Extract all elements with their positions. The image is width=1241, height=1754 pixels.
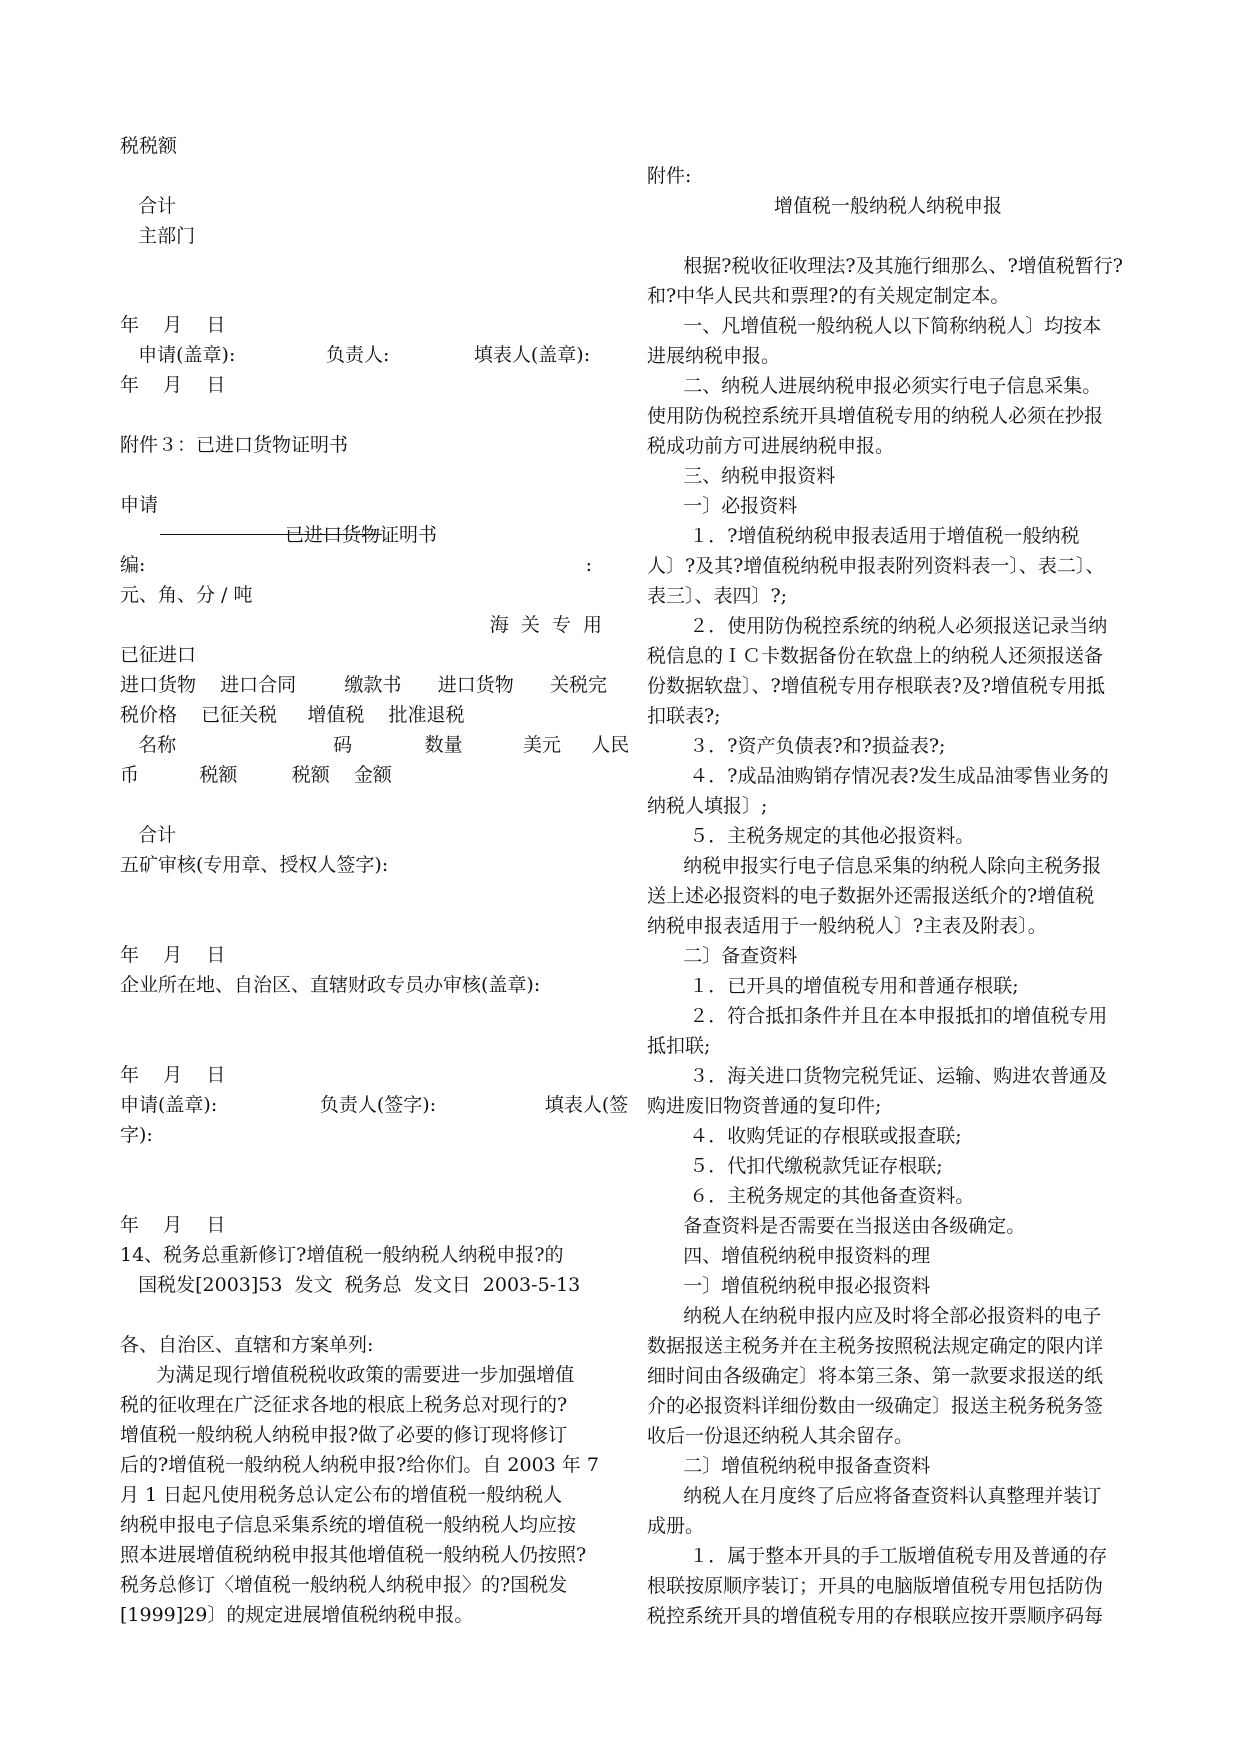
text-line: 编: [120, 554, 146, 576]
text-line: 二、纳税人进展纳税申报必须实行电子信息采集。 [647, 375, 1102, 397]
text-line: 税控系统开具的增值税专用的存根联应按开票顺序码每 [647, 1605, 1104, 1627]
text-line: 表三〕、表四〕?; [647, 585, 788, 607]
text-line: 14、税务总重新修订?增值税一般纳税人纳税申报?的 [120, 1244, 564, 1266]
text-line: 照本进展增值税纳税申报其他增值税一般纳税人仍按照? [120, 1544, 587, 1566]
text-line: 纳税申报电子信息采集系统的增值税一般纳税人均应按 [120, 1514, 577, 1536]
text-line: 介的必报资料详细份数由一级确定〕报送主税务税务签 [647, 1395, 1104, 1417]
text-line: 申请(盖章): 负责人(签字): 填表人(签 [120, 1094, 629, 1116]
text-line: 进展纳税申报。 [647, 345, 781, 367]
text-line: ３．?资产负债表?和?损益表?; [647, 735, 946, 757]
text-line: 份数据软盘〕、?增值税专用存根联表?及?增值税专用抵 [647, 675, 1106, 697]
text-line: 根据?税收征收理法?及其施行细那么、?增值税暂行? [647, 255, 1123, 277]
text-line: 海 关 专 用 [489, 614, 602, 636]
text-line: [1999]29〕的规定进展增值税纳税申报。 [120, 1604, 474, 1626]
text-line: 附件: [647, 165, 692, 187]
text-line: 纳税人在纳税申报内应及时将全部必报资料的电子 [647, 1305, 1102, 1327]
text-line: 税成功前方可进展纳税申报。 [647, 435, 895, 457]
text-line: 一〕增值税纳税申报必报资料 [647, 1275, 931, 1297]
text-line: 税价格 已征关税 增值税 批准退税 [120, 704, 465, 726]
text-line: 扣联表?; [647, 705, 721, 727]
text-line: 纳税人填报〕; [647, 795, 768, 817]
text-line: 已征进口 [120, 644, 197, 666]
text-line: 纳税申报实行电子信息采集的纳税人除向主税务报 [647, 855, 1102, 877]
section-title: 增值税一般纳税人纳税申报 [773, 195, 1002, 217]
text-line: 送上述必报资料的电子数据外还需报送纸介的?增值税 [647, 885, 1095, 907]
text-line: 企业所在地、自治区、直辖财政专员办审核(盖章): [120, 974, 541, 996]
text-line: 后的?增值税一般纳税人纳税申报?给你们。自 2003 年 7 [120, 1454, 599, 1476]
text-line: １．属于整本开具的手工版增值税专用及普通的存 [647, 1545, 1108, 1567]
text-line: ４．收购凭证的存根联或报查联; [647, 1125, 962, 1147]
text-line: 申请 [120, 494, 159, 516]
text-line: 税税额 [120, 135, 178, 157]
text-line: 一、凡增值税一般纳税人以下简称纳税人〕均按本 [647, 315, 1102, 337]
text-line: ３．海关进口货物完税凭证、运输、购进农普通及 [647, 1065, 1108, 1087]
text-line: 进口货物 进口合同 缴款书 进口货物 关税完 [120, 674, 607, 696]
text-line: 申请(盖章): 负责人: 填表人(盖章): [120, 344, 591, 366]
text-line: ６．主税务规定的其他备查资料。 [647, 1185, 975, 1207]
text-line: ５．主税务规定的其他必报资料。 [647, 825, 975, 847]
text-line: 数据报送主税务并在主税务按照税法规定确定的限内详 [647, 1335, 1104, 1357]
text-line: 四、增值税纳税申报资料的理 [647, 1245, 931, 1267]
text-line: ２．使用防伪税控系统的纳税人必须报送记录当纳 [647, 615, 1108, 637]
text-line: 年 月 日 [120, 314, 226, 336]
text-line: 币 税额 税额 金额 [120, 764, 392, 786]
text-line: 备查资料是否需要在当报送由各级确定。 [647, 1215, 1026, 1237]
text-line: 年 月 日 [120, 1064, 226, 1086]
text-line: 各、自治区、直辖和方案单列: [120, 1334, 374, 1356]
text-line: 元、角、分 / 吨 [120, 584, 253, 606]
text-line: 合计 [120, 824, 177, 846]
text-line: 附件３：已进口货物证明书 [120, 434, 349, 456]
text-line: : [585, 554, 592, 576]
text-line: 主部门 [120, 225, 196, 247]
text-line: 增值税一般纳税人纳税申报?做了必要的修订现将修订 [120, 1424, 568, 1446]
text-line: 细时间由各级确定〕将本第三条、第一款要求报送的纸 [647, 1365, 1104, 1387]
text-line: 一〕必报资料 [647, 495, 798, 517]
section-title: 已进口货物证明书 [284, 524, 437, 546]
text-line: 和?中华人民共和票理?的有关规定制定本。 [647, 285, 1010, 307]
text-line: 合计 [120, 195, 177, 217]
text-line: 收后一份退还纳税人其余留存。 [647, 1425, 914, 1447]
text-line: 纳税申报表适用于一般纳税人〕?主表及附表〕。 [647, 915, 1047, 937]
text-line: 使用防伪税控系统开具增值税专用的纳税人必须在抄报 [647, 405, 1104, 427]
text-line: 税信息的ＩＣ卡数据备份在软盘上的纳税人还须报送备 [647, 645, 1104, 667]
text-line: 纳税人在月度终了后应将备查资料认真整理并装订 [647, 1485, 1102, 1507]
text-line: 抵扣联; [647, 1035, 711, 1057]
text-line: ２．符合抵扣条件并且在本申报抵扣的增值税专用 [647, 1005, 1108, 1027]
text-line: 人〕?及其?增值税纳税申报表附列资料表一〕、表二〕、 [647, 555, 1105, 577]
text-line: 年 月 日 [120, 944, 226, 966]
text-line: １．已开具的增值税专用和普通存根联; [647, 975, 1019, 997]
text-line: 三、纳税申报资料 [647, 465, 836, 487]
text-line: 年 月 日 [120, 1214, 226, 1236]
text-line: 二〕备查资料 [647, 945, 798, 967]
text-line: 字): [120, 1124, 153, 1146]
text-line: ５．代扣代缴税款凭证存根联; [647, 1155, 943, 1177]
text-line: 购进废旧物资普通的复印件; [647, 1095, 882, 1117]
text-line: 年 月 日 [120, 374, 226, 396]
text-line: 月 1 日起凡使用税务总认定公布的增值税一般纳税人 [120, 1484, 563, 1506]
text-line: ４．?成品油购销存情况表?发生成品油零售业务的 [647, 765, 1109, 787]
text-line: 五矿审核(专用章、授权人签字): [120, 854, 389, 876]
text-line: 国税发[2003]53 发文 税务总 发文日 2003-5-13 [120, 1274, 581, 1296]
text-line: 名称 码 数量 美元 人民 [120, 734, 630, 756]
text-line: 为满足现行增值税税收政策的需要进一步加强增值 [120, 1364, 575, 1386]
text-line: 税务总修订〈增值税一般纳税人纳税申报〉的?国税发 [120, 1574, 568, 1596]
text-line: 根联按原顺序装订；开具的电脑版增值税专用包括防伪 [647, 1575, 1104, 1597]
text-line: 税的征收理在广泛征求各地的根底上税务总对现行的? [120, 1394, 568, 1416]
text-line: 成册。 [647, 1515, 705, 1537]
text-line: １．?增值税纳税申报表适用于增值税一般纳税 [647, 525, 1080, 547]
text-line: 二〕增值税纳税申报备查资料 [647, 1455, 931, 1477]
